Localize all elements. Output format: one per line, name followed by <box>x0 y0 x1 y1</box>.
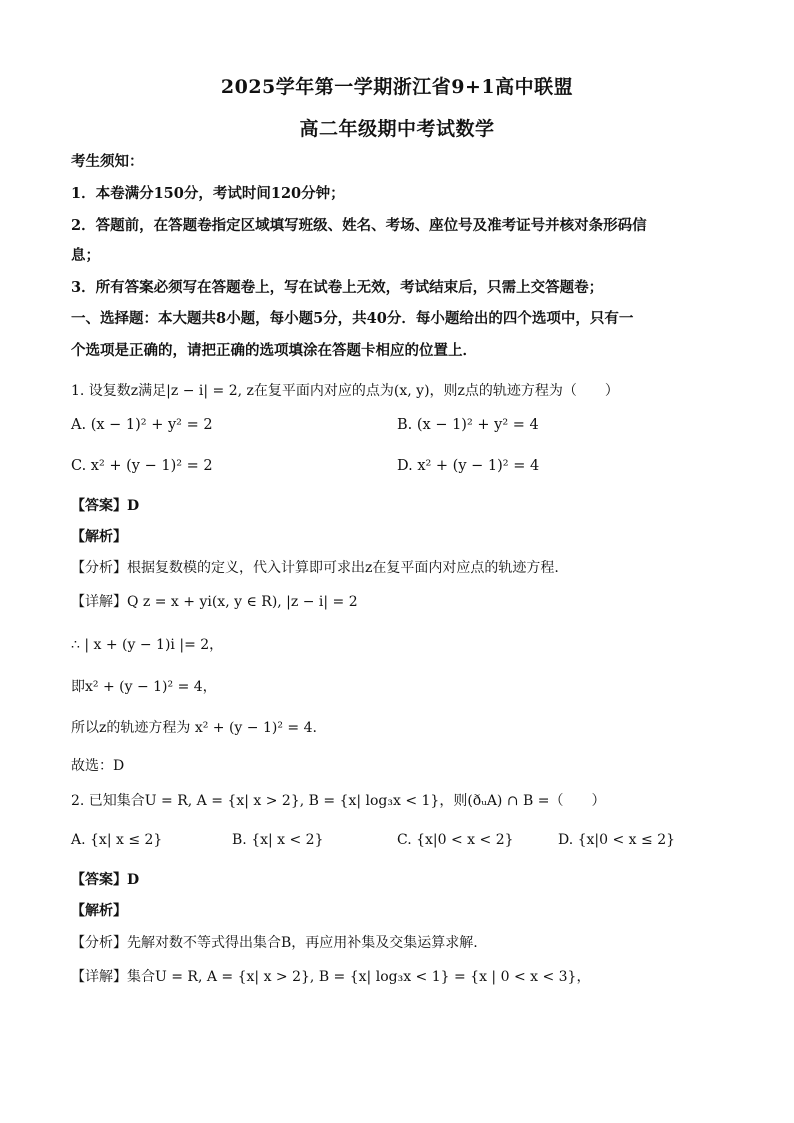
notice-item-1: 1．本卷满分150分，考试时间120分钟； <box>71 185 345 202</box>
question-1-option-b: B. (x − 1)² + y² = 4 <box>397 417 539 433</box>
question-1-analysis-tag: 【解析】 <box>71 529 127 545</box>
question-1-detail-4: 所以z的轨迹方程为 x² + (y − 1)² = 4. <box>71 720 317 736</box>
notice-item-2: 2．答题前，在答题卷指定区域填写班级、姓名、考场、座位号及准考证号并核对条形码信 <box>71 217 647 234</box>
question-1-option-a: A. (x − 1)² + y² = 2 <box>71 417 213 433</box>
question-2-answer: 【答案】D <box>71 872 140 888</box>
question-1-detail-3: 即x² + (y − 1)² = 4， <box>71 679 217 695</box>
section1-instruction: 一、选择题：本大题共8小题，每小题5分，共40分．每小题给出的四个选项中，只有一 <box>71 310 634 327</box>
question-1-choice: 故选：D <box>71 758 125 774</box>
notice-item-3: 3．所有答案必须写在答题卷上，写在试卷上无效，考试结束后，只需上交答题卷； <box>71 279 604 296</box>
question-2-stem: 2. 已知集合U = R, A = {x| x > 2}, B = {x| log₃x < 1}，则(ðᵤA) ∩ B =（ ） <box>71 793 606 809</box>
question-2-detail-1: 【详解】集合U = R, A = {x| x > 2}, B = {x| log₃x < 1} = {x | 0 < x < 3}， <box>71 969 591 985</box>
question-1-fenxi: 【分析】根据复数模的定义，代入计算即可求出z在复平面内对应点的轨迹方程. <box>71 560 559 576</box>
section1-instruction-cont: 个选项是正确的，请把正确的选项填涂在答题卡相应的位置上． <box>71 342 477 359</box>
notice-item-2-cont: 息； <box>71 247 100 264</box>
question-2-option-d: D. {x|0 < x ≤ 2} <box>558 832 676 848</box>
question-2-fenxi: 【分析】先解对数不等式得出集合B，再应用补集及交集运算求解. <box>71 935 478 951</box>
question-1-stem: 1. 设复数z满足|z − i| = 2, z在复平面内对应的点为(x, y)，则z点的轨迹方程为（ ） <box>71 383 619 399</box>
question-1-detail-1: 【详解】Q z = x + yi(x, y ∈ R), |z − i| = 2 <box>71 594 358 610</box>
notice-heading: 考生须知： <box>71 153 144 170</box>
exam-title-line1: 2025学年第一学期浙江省9+1高中联盟 <box>220 76 574 98</box>
question-1-answer: 【答案】D <box>71 498 140 514</box>
question-1-option-c: C. x² + (y − 1)² = 2 <box>71 458 213 474</box>
question-2-analysis-tag: 【解析】 <box>71 903 127 919</box>
question-2-option-c: C. {x|0 < x < 2} <box>397 832 514 848</box>
exam-title-line2: 高二年级期中考试数学 <box>299 118 495 140</box>
question-1-detail-2: ∴ | x + (y − 1)i |= 2， <box>71 637 224 653</box>
question-1-option-d: D. x² + (y − 1)² = 4 <box>397 458 540 474</box>
question-2-option-a: A. {x| x ≤ 2} <box>71 832 163 848</box>
question-2-option-b: B. {x| x < 2} <box>232 832 324 848</box>
